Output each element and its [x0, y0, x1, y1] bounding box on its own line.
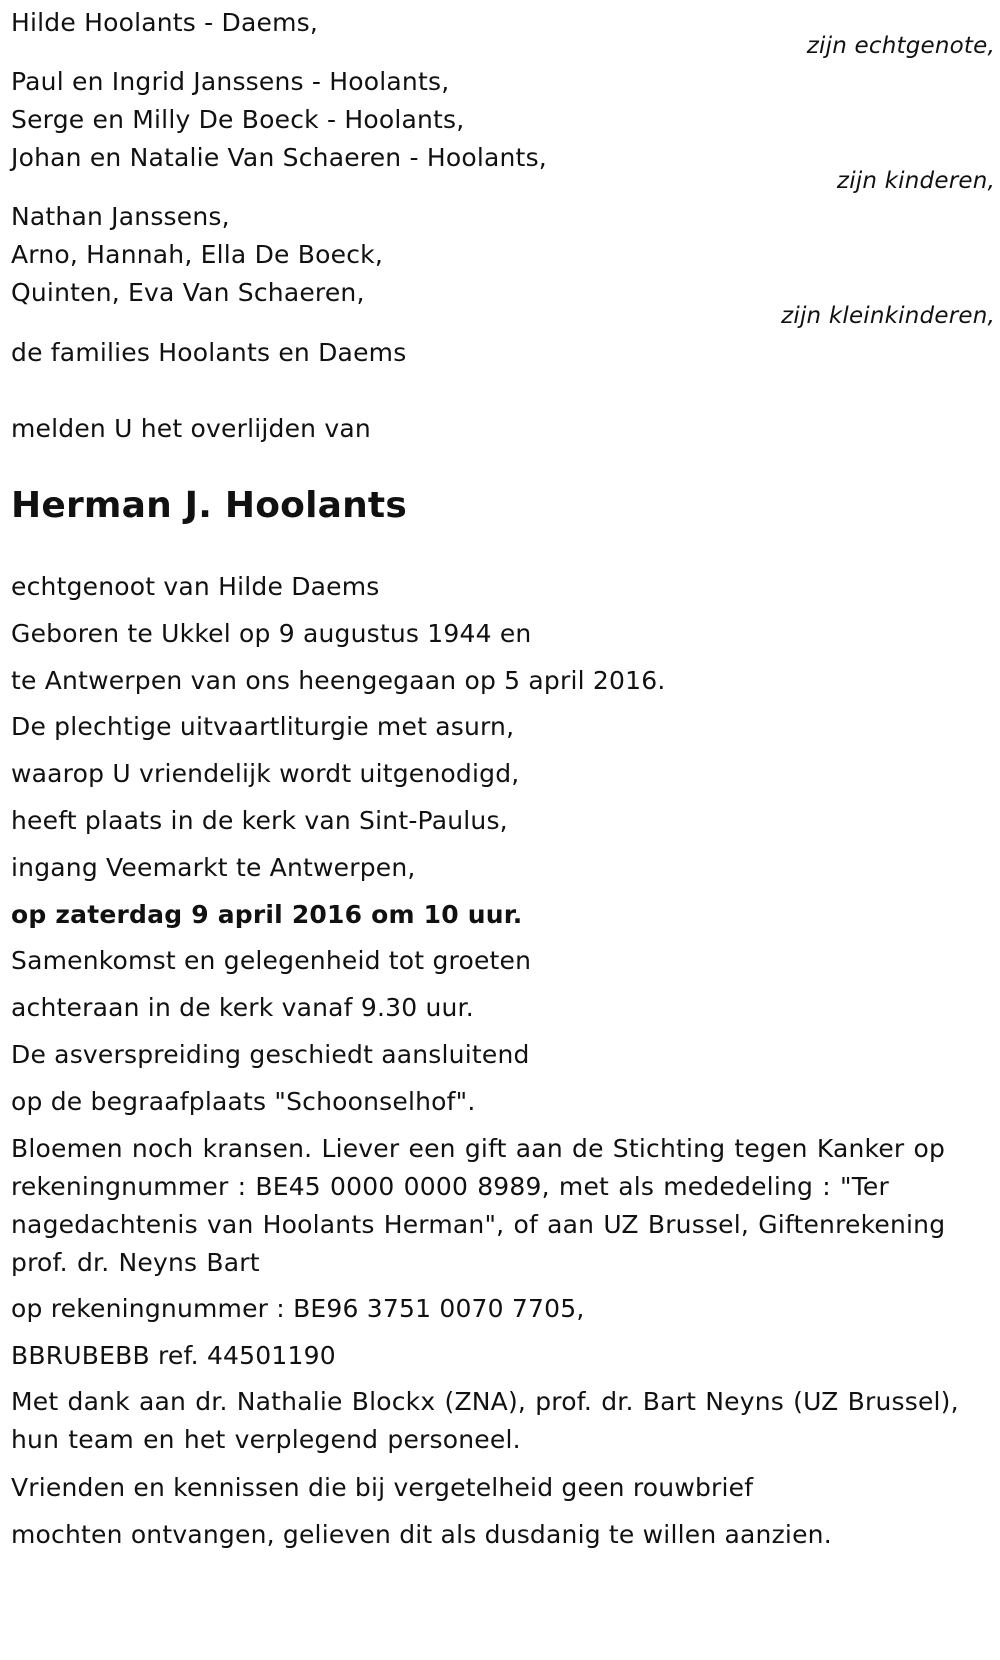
- service-date: op zaterdag 9 april 2016 om 10 uur.: [11, 900, 523, 929]
- thanks-paragraph: Met dank aan dr. Nathalie Blockx (ZNA), prof. dr. Bart Neyns (UZ Brussel), hun team en het verplegend personeel.: [11, 1387, 959, 1454]
- detail-line: echtgenoot van Hilde Daems: [11, 572, 380, 601]
- detail-line: heeft plaats in de kerk van Sint-Paulus,: [11, 806, 508, 835]
- spouse-name: Hilde Hoolants - Daems,: [11, 8, 319, 37]
- grandchildren-role: zijn kleinkinderen,: [781, 303, 995, 329]
- after-service-line: achteraan in de kerk vanaf 9.30 uur.: [11, 993, 474, 1022]
- detail-line: te Antwerpen van ons heengegaan op 5 april 2016.: [11, 666, 666, 695]
- detail-line: De plechtige uitvaartliturgie met asurn,: [11, 712, 515, 741]
- families-line: de families Hoolants en Daems: [11, 338, 407, 367]
- account-line: op rekeningnummer : BE96 3751 0070 7705,: [11, 1294, 585, 1323]
- after-service-line: De asverspreiding geschiedt aansluitend: [11, 1040, 530, 1069]
- detail-line: waarop U vriendelijk wordt uitgenodigd,: [11, 759, 520, 788]
- child-line: Paul en Ingrid Janssens - Hoolants,: [11, 67, 450, 96]
- detail-line: ingang Veemarkt te Antwerpen,: [11, 853, 416, 882]
- children-role: zijn kinderen,: [836, 168, 995, 194]
- deceased-name: Herman J. Hoolants: [11, 485, 407, 526]
- announcement-line: melden U het overlijden van: [11, 414, 371, 443]
- closing-line: mochten ontvangen, gelieven dit als dusdanig te willen aanzien.: [11, 1520, 832, 1549]
- grandchild-line: Arno, Hannah, Ella De Boeck,: [11, 240, 383, 269]
- grandchild-line: Nathan Janssens,: [11, 202, 230, 231]
- after-service-line: op de begraafplaats "Schoonselhof".: [11, 1087, 476, 1116]
- reference-line: BBRUBEBB ref. 44501190: [11, 1341, 336, 1370]
- spouse-role: zijn echtgenote,: [806, 33, 995, 59]
- closing-line: Vrienden en kennissen die bij vergetelheid geen rouwbrief: [11, 1473, 754, 1502]
- child-line: Johan en Natalie Van Schaeren - Hoolants,: [11, 143, 547, 172]
- after-service-line: Samenkomst en gelegenheid tot groeten: [11, 946, 532, 975]
- donation-paragraph: Bloemen noch kransen. Liever een gift aan de Stichting tegen Kanker op rekeningnummer : BE45 0000 0000 8989, met als mededeling : "Ter nagedachtenis van Hoolants Herman", of aan UZ Brussel, Giftenrekening prof. dr. Neyns Bart: [11, 1134, 946, 1277]
- grandchild-line: Quinten, Eva Van Schaeren,: [11, 278, 365, 307]
- child-line: Serge en Milly De Boeck - Hoolants,: [11, 105, 465, 134]
- detail-line: Geboren te Ukkel op 9 augustus 1944 en: [11, 619, 532, 648]
